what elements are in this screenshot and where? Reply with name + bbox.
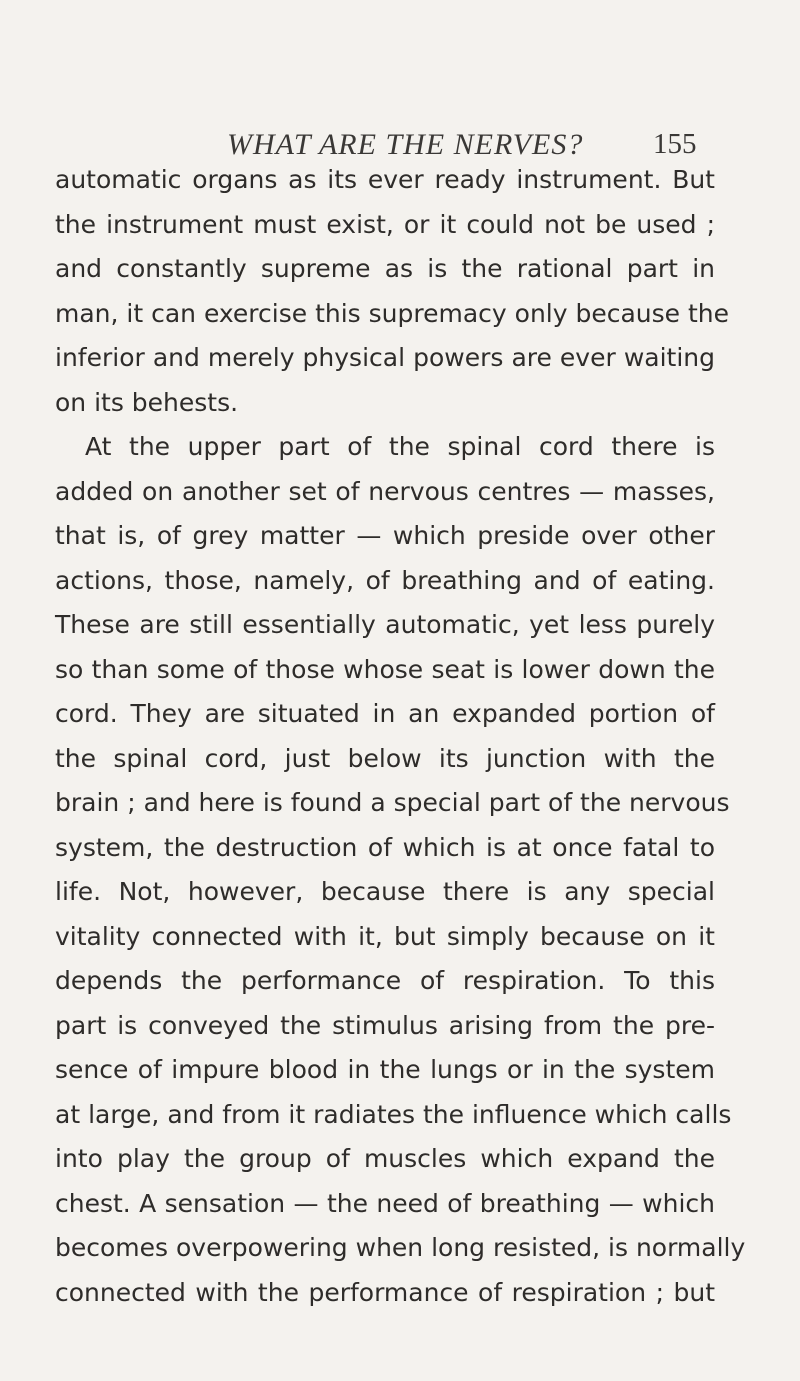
text-line: sence of impure blood in the lungs or in the system xyxy=(55,1055,715,1084)
text-line: cord. They are situated in an expanded portion of xyxy=(55,699,715,728)
text-line: vitality connected with it, but simply because on it xyxy=(55,921,715,951)
text-line: inferior and merely physical powers are ever waiting xyxy=(55,343,715,372)
text-line: the instrument must exist, or it could not be used ; xyxy=(55,209,715,239)
text-line: These are still essentially automatic, yet less purely xyxy=(55,610,715,639)
text-line: automatic organs as its ever ready instrument. But xyxy=(55,165,715,194)
text-line: connected with the performance of respiration ; but xyxy=(55,1277,715,1307)
text-line: so than some of those whose seat is lower down the xyxy=(55,654,715,684)
text-line: at large, and from it radiates the influence which calls xyxy=(55,1099,732,1129)
text-line: brain ; and here is found a special part of the nervous xyxy=(55,788,730,817)
text-line: At the upper part of the spinal cord there is xyxy=(85,432,715,461)
text-line: added on another set of nervous centres — masses, xyxy=(55,476,715,506)
text-line: actions, those, namely, of breathing and of eating. xyxy=(55,565,715,595)
text-line: into play the group of muscles which expand the xyxy=(55,1144,715,1173)
text-line: part is conveyed the stimulus arising from the pre- xyxy=(55,1010,715,1040)
text-line: becomes overpowering when long resisted, is normally xyxy=(55,1233,746,1262)
body-text xyxy=(55,158,746,1315)
running-head: WHAT ARE THE NERVES? xyxy=(227,128,584,161)
text-line: system, the destruction of which is at once fatal to xyxy=(55,832,715,862)
text-line: chest. A sensation — the need of breathing — which xyxy=(55,1188,715,1218)
text-line: that is, of grey matter — which preside over other xyxy=(55,521,715,550)
text-line: on its behests. xyxy=(55,387,239,417)
text-line: depends the performance of respiration. To this xyxy=(55,966,715,995)
text-line: life. Not, however, because there is any special xyxy=(55,877,715,906)
text-line: the spinal cord, just below its junction with the xyxy=(55,743,715,773)
text-line: man, it can exercise this supremacy only because the xyxy=(55,298,730,328)
page-number: 155 xyxy=(653,128,697,160)
text-line: and constantly supreme as is the rational part in xyxy=(55,254,715,283)
